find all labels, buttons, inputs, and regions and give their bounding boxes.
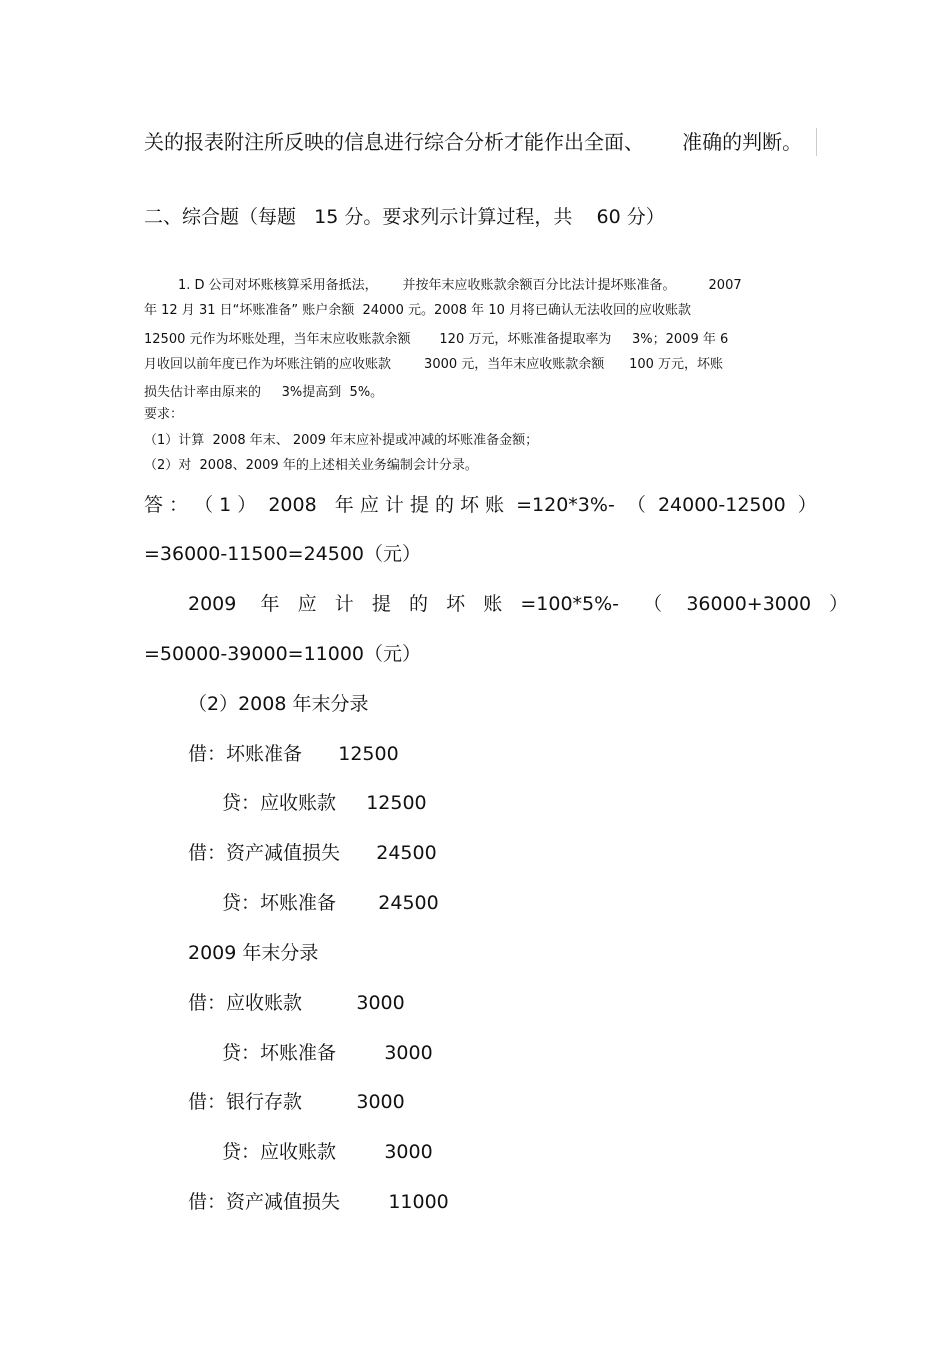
journal-entry-debit: 借：坏账准备 12500 [188, 743, 399, 765]
entry-heading-2009: 2009 年末分录 [188, 942, 319, 964]
requirement-1: （1）计算 2008 年末、 2009 年末应补提或冲减的坏账准备金额； [144, 433, 539, 448]
requirement-2: （2）对 2008、2009 年的上述相关业务编制会计分录。 [144, 458, 478, 473]
journal-entry-credit: 贷：坏账准备 3000 [222, 1042, 433, 1064]
question-line-4: 月收回以前年度已作为坏账注销的应收账款 3000 元，当年末应收账款余额 100 万元，坏账 [144, 357, 724, 372]
answer-line-3: 2009 年 应 计 提 的 坏 账 =100*5%- （ 36000+3000 ） [188, 593, 849, 615]
journal-entry-credit: 贷：应收账款 3000 [222, 1141, 433, 1163]
journal-entry-credit: 贷：坏账准备 24500 [222, 892, 439, 914]
journal-entry-debit: 借：资产减值损失 11000 [188, 1191, 449, 1213]
intro-line: 关的报表附注所反映的信息进行综合分析才能作出全面、 准确的判断。 [144, 130, 803, 154]
question-line-5: 损失估计率由原来的 3%提高到 5%。 [144, 385, 384, 400]
journal-entry-debit: 借：应收账款 3000 [188, 992, 405, 1014]
question-line-1: 1. D 公司对坏账核算采用备抵法， 并按年末应收账款余额百分比法计提坏账准备。 2007 [178, 278, 742, 293]
answer-line-2: =36000-11500=24500（元） [144, 543, 422, 565]
journal-entry-debit: 借：资产减值损失 24500 [188, 842, 437, 864]
journal-entry-credit: 贷：应收账款 12500 [222, 792, 427, 814]
journal-entry-debit: 借：银行存款 3000 [188, 1091, 405, 1113]
answer-line-4: =50000-39000=11000（元） [144, 643, 422, 665]
requirement-label: 要求： [144, 407, 184, 422]
question-line-3: 12500 元作为坏账处理，当年末应收账款余额 120 万元，坏账准备提取率为 3%；2009 年 6 [144, 332, 729, 347]
section-heading: 二、综合题（每题 15 分。要求列示计算过程，共 60 分） [144, 206, 665, 228]
entry-heading-2008: （2）2008 年末分录 [188, 693, 369, 715]
answer-line-1: 答 ： （ 1 ） 2008 年 应 计 提 的 坏 账 =120*3%- （ 24000-12500 ） [144, 494, 817, 516]
text-cursor-mark [816, 128, 817, 156]
question-line-2: 年 12 月 31 日“坏账准备” 账户余额 24000 元。2008 年 10 月将已确认无法收回的应收账款 [144, 303, 691, 318]
